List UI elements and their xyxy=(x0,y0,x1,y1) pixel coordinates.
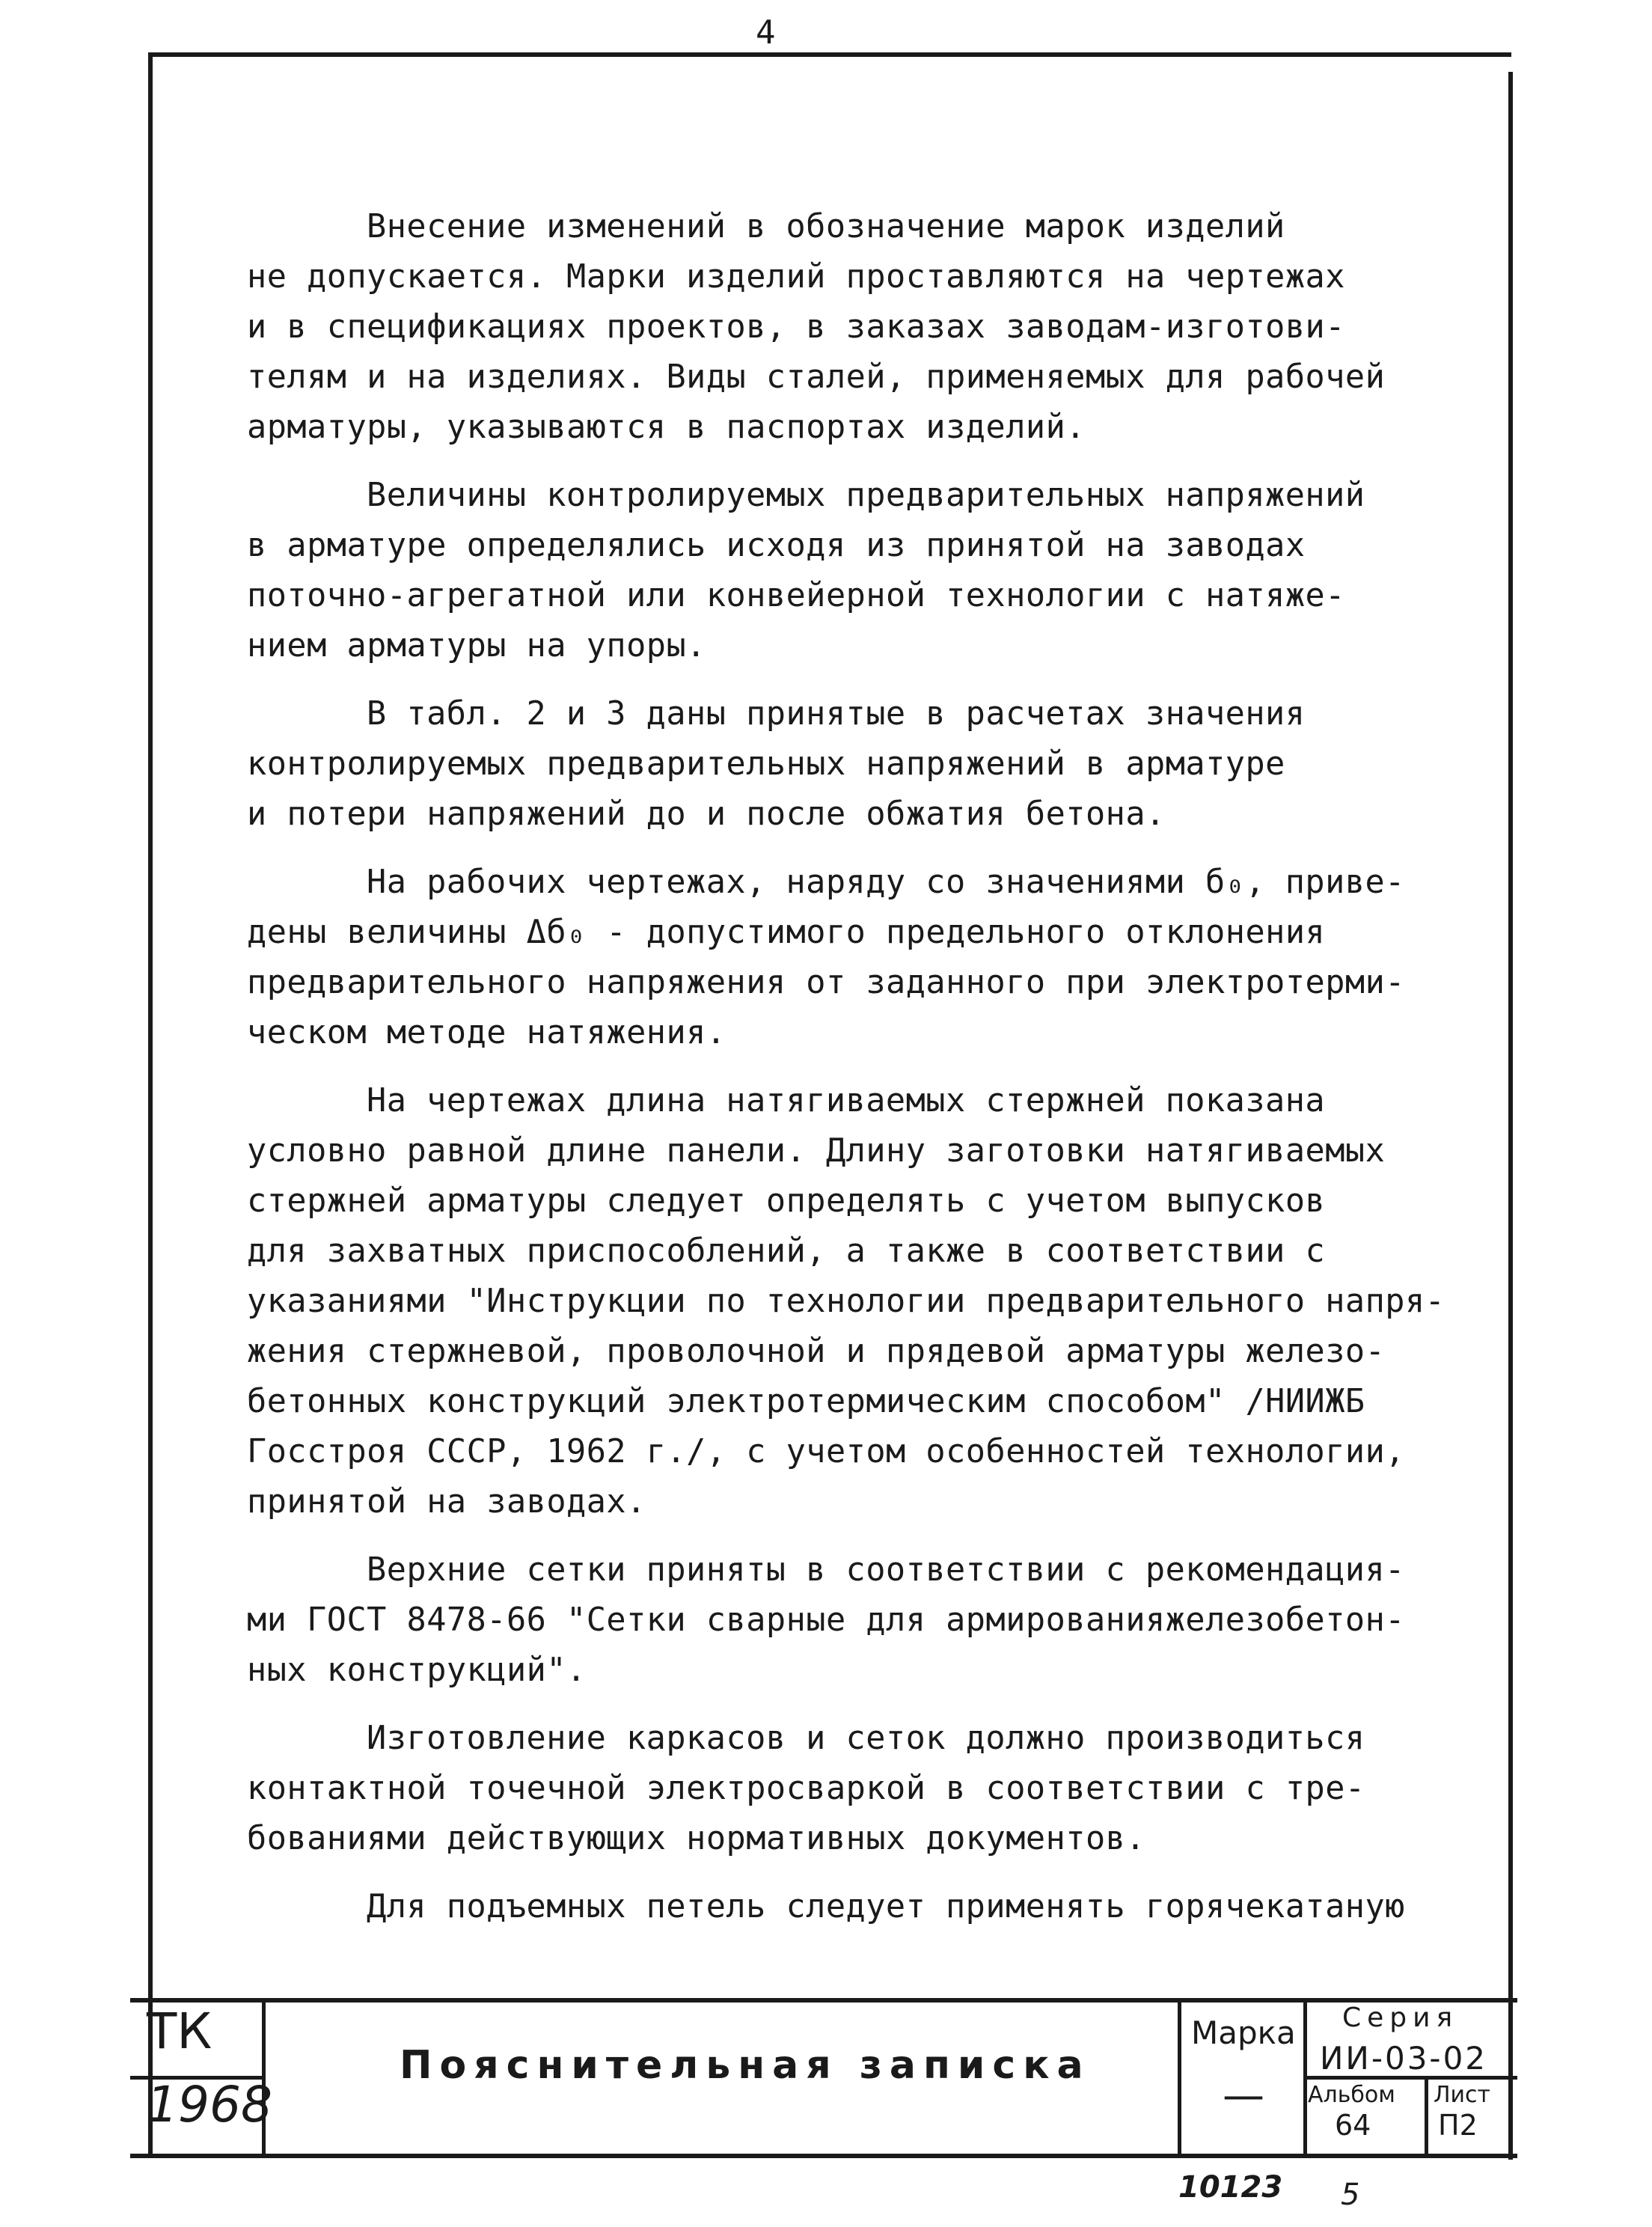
title-block-divider xyxy=(1178,1998,1181,2154)
text-line: На рабочих чертежах, наряду со значениями б₀, приве- xyxy=(367,864,1405,901)
title-block-top-line xyxy=(130,1998,1517,2003)
text-line: условно равной длине панели. Длину заготовки натягиваемых xyxy=(247,1132,1386,1170)
album-label: Альбом xyxy=(1308,2082,1395,2108)
text-line: Изготовление каркасов и сеток должно производиться xyxy=(367,1720,1365,1757)
paragraph xyxy=(247,858,1489,1058)
text-line: и потери напряжений до и после обжатия бетона. xyxy=(247,795,1166,833)
text-line: стержней арматуры следует определять с учетом выпусков xyxy=(247,1182,1326,1220)
paragraph xyxy=(247,1882,1489,1932)
text-line: предварительного напряжения от заданного при электротерми- xyxy=(247,964,1405,1001)
text-line: жения стержневой, проволочной и прядевой арматуры железо- xyxy=(247,1333,1386,1370)
text-line: ных конструкций". xyxy=(247,1652,587,1689)
text-line: и в спецификациях проектов, в заказах заводам-изготови- xyxy=(247,308,1345,346)
text-line: Для подъемных петель следует применять горячекатаную xyxy=(367,1888,1405,1925)
text-line: Величины контролируемых предварительных напряжений xyxy=(367,477,1365,514)
text-line: в арматуре определялись исходя из принятой на заводах xyxy=(247,527,1306,564)
text-line: Госстроя СССР, 1962 г./, с учетом особенностей технологии, xyxy=(247,1433,1405,1470)
frame-bottom-line xyxy=(130,2154,1517,2158)
paragraph xyxy=(247,1076,1489,1527)
text-line: бетонных конструкций электротермическим способом" /НИИЖБ xyxy=(247,1383,1365,1420)
text-line: поточно-агрегатной или конвейерной технологии с натяже- xyxy=(247,577,1345,614)
series-label: Серия xyxy=(1342,2003,1459,2033)
text-line: В табл. 2 и 3 даны принятые в расчетах значения xyxy=(367,695,1306,733)
series-value: ИИ-03-02 xyxy=(1320,2040,1488,2077)
marka-label: Марка xyxy=(1191,2014,1296,2051)
marka-value: — xyxy=(1223,2071,1264,2120)
text-line: не допускается. Марки изделий проставляются на чертежах xyxy=(247,258,1345,296)
paragraph xyxy=(247,1714,1489,1864)
paragraph xyxy=(247,1545,1489,1696)
text-line: Внесение изменений в обозначение марок изделий xyxy=(367,208,1285,245)
text-line: Верхние сетки приняты в соответствии с рекомендация- xyxy=(367,1551,1405,1589)
title-block-divider xyxy=(1425,2076,1428,2154)
explanatory-note-body xyxy=(247,202,1489,1950)
text-line: На чертежах длина натягиваемых стержней показана xyxy=(367,1082,1326,1119)
archive-number: 10123 xyxy=(1178,2170,1283,2205)
text-line: принятой на заводах. xyxy=(247,1483,646,1521)
album-value: 64 xyxy=(1335,2109,1371,2142)
text-line: ческом методе натяжения. xyxy=(247,1014,726,1051)
title-block xyxy=(130,1998,1517,2154)
sheet-label: Лист xyxy=(1434,2082,1491,2108)
paragraph xyxy=(247,689,1489,840)
sheet-value: П2 xyxy=(1438,2109,1478,2142)
paragraph xyxy=(247,202,1489,453)
page-number: 4 xyxy=(756,13,776,52)
text-line: контактной точечной электросваркой в соответствии с тре- xyxy=(247,1770,1365,1807)
text-line: бованиями действующих нормативных документов. xyxy=(247,1820,1146,1857)
text-line: арматуры, указываются в паспортах изделий. xyxy=(247,409,1086,446)
document-year: 1968 xyxy=(147,2076,272,2133)
text-line: указаниями "Инструкции по технологии предварительного напря- xyxy=(247,1283,1446,1320)
text-line: нием арматуры на упоры. xyxy=(247,627,706,665)
frame-left-line xyxy=(148,52,153,2158)
text-line: для захватных приспособлений, а также в соответствии с xyxy=(247,1232,1326,1270)
frame-right-line xyxy=(1508,72,1513,2160)
sheet-count: 5 xyxy=(1341,2178,1360,2212)
text-line: телям и на изделиях. Виды сталей, применяемых для рабочей xyxy=(247,358,1386,396)
text-line: дены величины Δб₀ - допустимого предельного отклонения xyxy=(247,914,1326,951)
paragraph xyxy=(247,471,1489,671)
text-line: контролируемых предварительных напряжений в арматуре xyxy=(247,745,1285,783)
frame-top-line xyxy=(148,52,1511,57)
organization-code: ТК xyxy=(147,2003,212,2060)
document-title: Пояснительная записка xyxy=(400,2043,1091,2088)
text-line: ми ГОСТ 8478-66 "Сетки сварные для армированияжелезобетон- xyxy=(247,1601,1405,1639)
